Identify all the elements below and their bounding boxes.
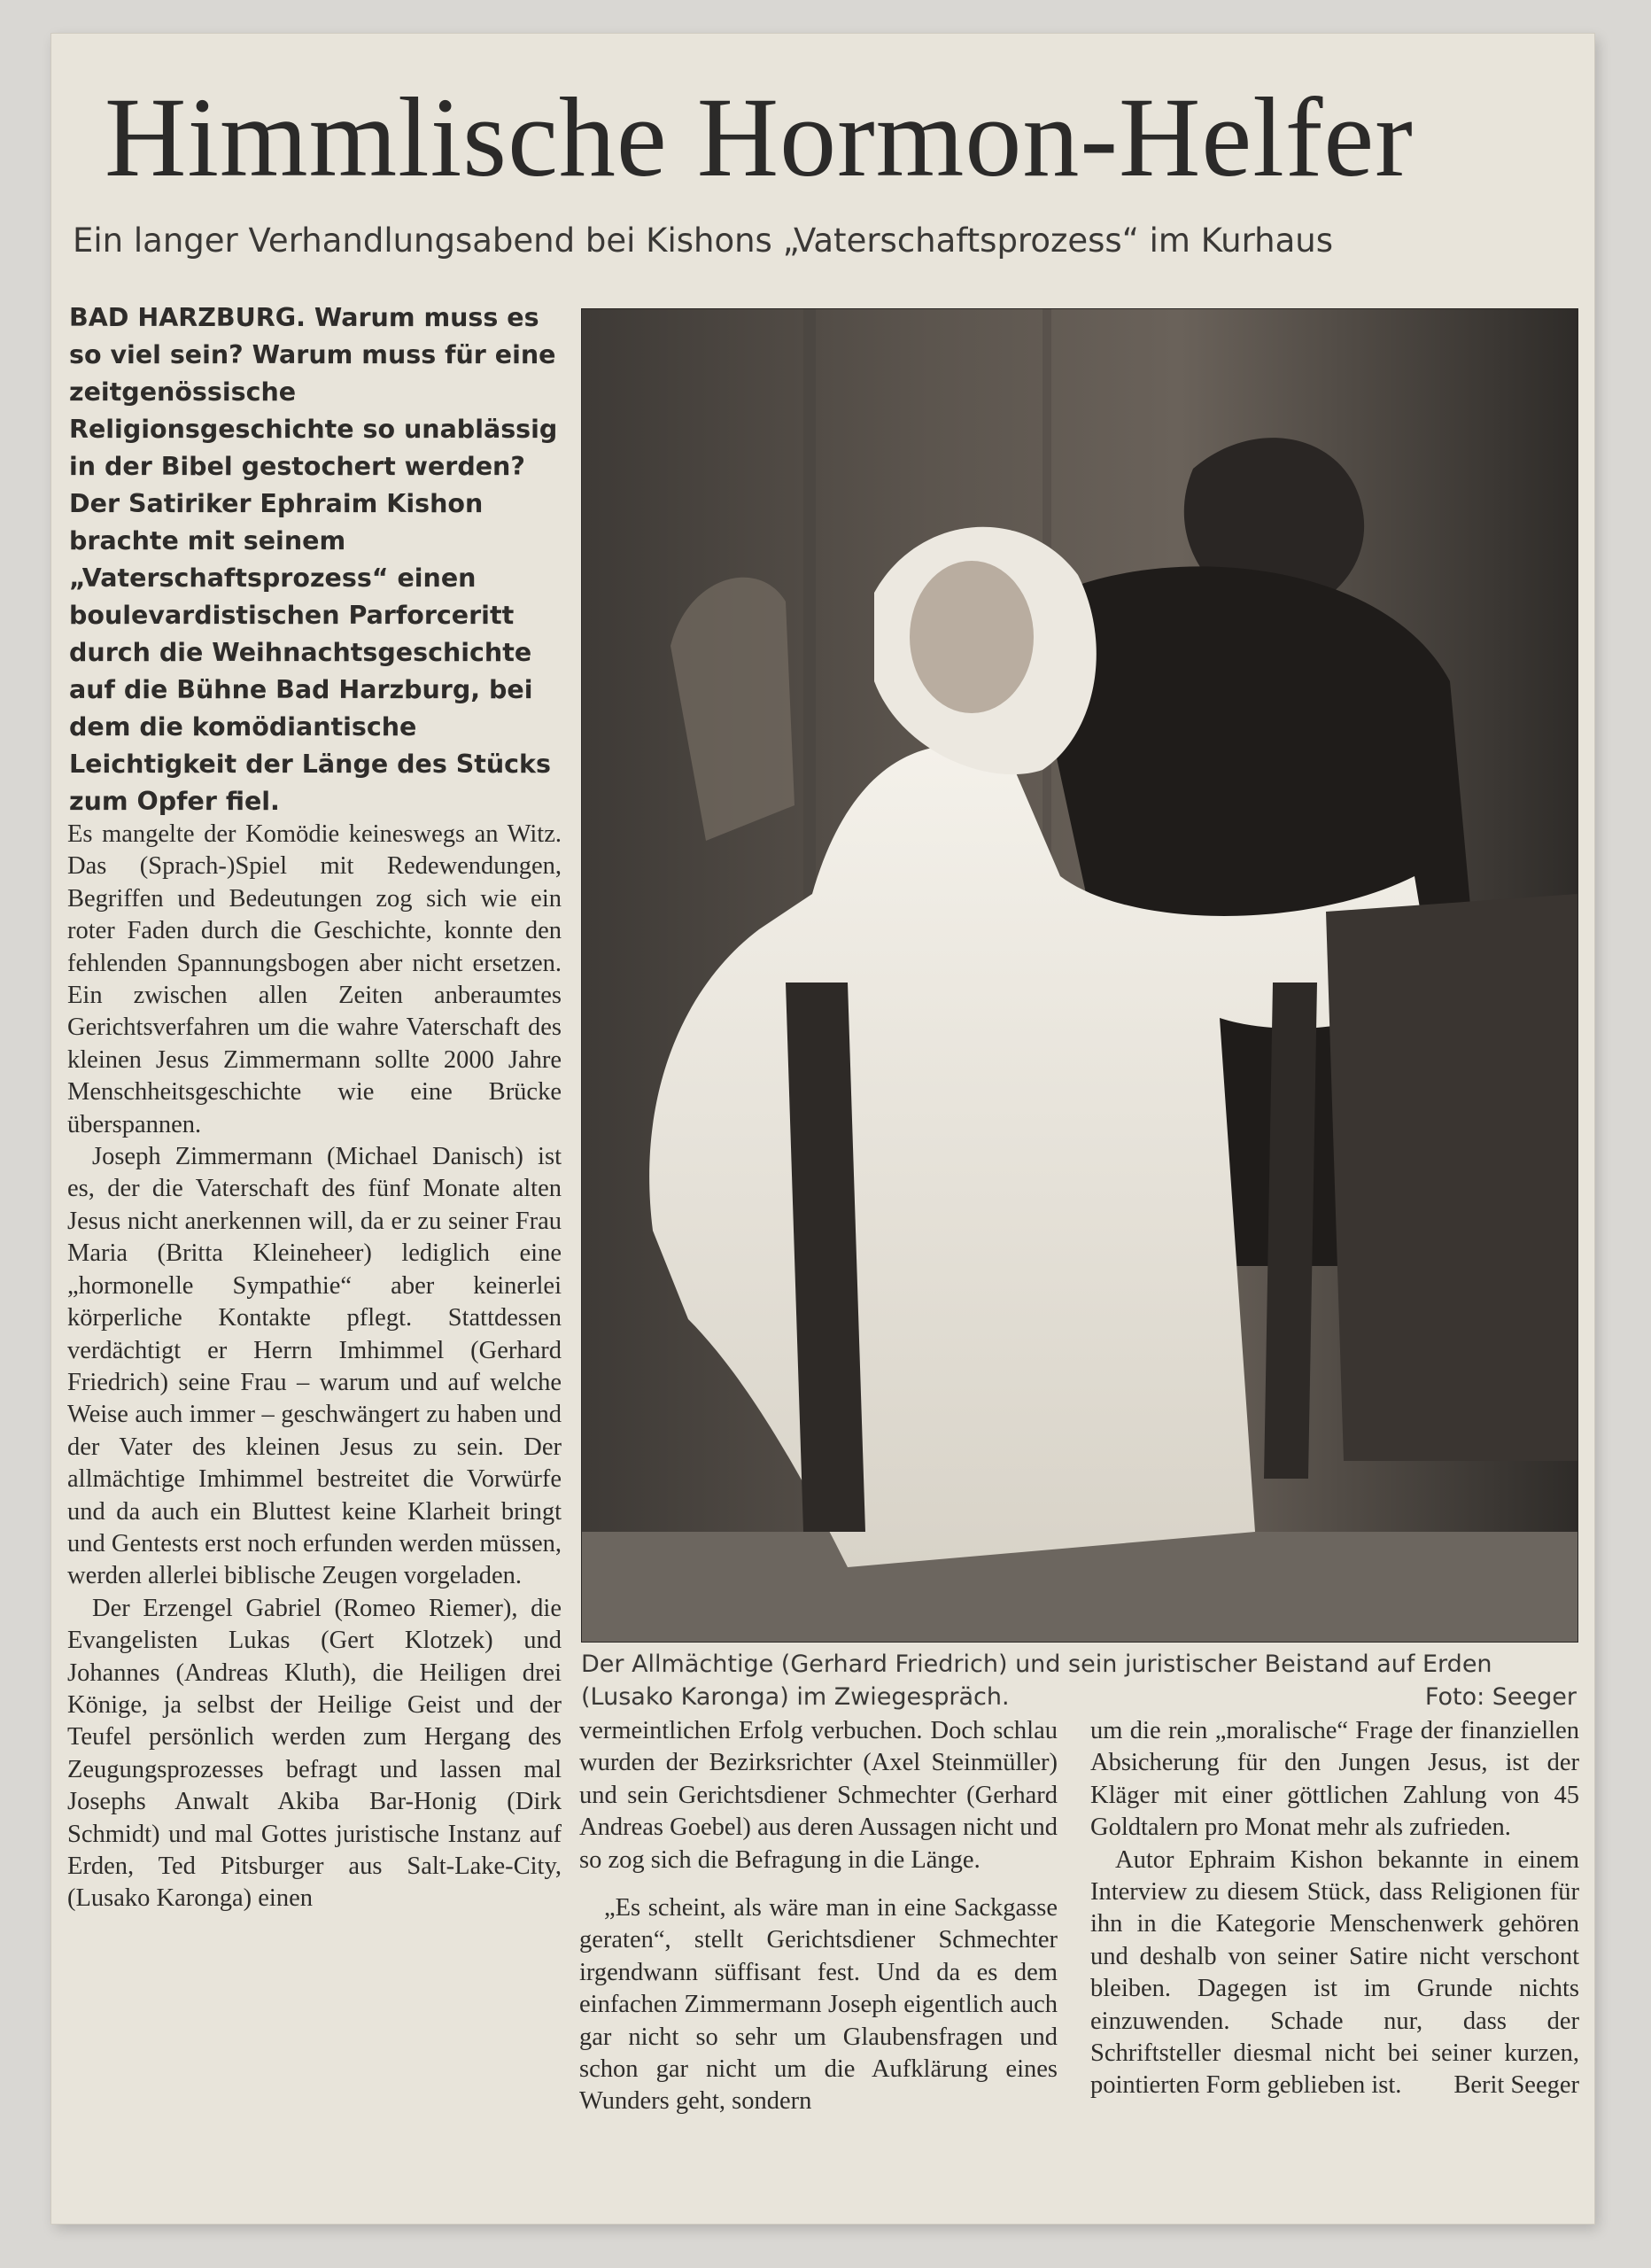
article-paragraph [1090,1845,1579,2102]
article-paragraph: vermeintlichen Erfolg verbuchen. Doch schlau wurden der Bezirksrichter (Axel Steinmüller) und sein Gerichtsdiener Schmechter (Gerhard Andreas Goebel) aus deren Aussagen nicht und so zog sich die Befragung in die Länge. [579,1717,1058,1874]
photo-caption-block [581,1648,1577,1713]
article-paragraph: Es mangelte der Komödie keineswegs an Witz. Das (Sprach-)Spiel mit Redewendungen, Begriffen und Bedeutungen zog sich wie ein roter Faden durch die Geschichte, konnte den fehlenden Spannungsbogen aber nicht ersetzen. Ein zwischen allen Zeiten anberaumtes Gerichtsverfahren um die wahre Vaterschaft des kleinen Jesus Zimmermann sollte 2000 Jahre Menschheitsgeschichte wie eine Brücke überspannen. [67,820,562,1138]
article-paragraph: „Es scheint, als wäre man in eine Sackgasse geraten“, stellt Gerichtsdiener Schmechter irgendwann süffisant fest. Und da es dem einfachen Zimmermann Joseph eigentlich auch gar nicht so sehr um Glaubensfragen und schon gar nicht um die Aufklärung eines Wunders geht, sondern [579,1894,1058,2116]
stage-photo [581,308,1578,1643]
article-column-2 [579,1715,1058,2118]
stage-photo-image [582,309,1577,1642]
photo-credit: Foto: Seeger [1424,1683,1577,1711]
newspaper-clipping [51,34,1594,2224]
photo-caption: Der Allmächtige (Gerhard Friedrich) und sein juristischer Beistand auf Erden (Lusako Karonga) im Zwiegespräch. [581,1651,1492,1711]
article-paragraph: Joseph Zimmermann (Michael Danisch) ist es, der die Vaterschaft des fünf Monate alten Jesus nicht anerkennen will, da er zu seiner Frau Maria (Britta Kleineheer) lediglich eine „hormonelle Sympathie“ aber keinerlei körperliche Kontakte pflegt. Stattdessen verdächtigt er Herrn Imhimmel (Gerhard Friedrich) seine Frau – warum und auf welche Weise auch immer – geschwängert zu haben und der Vater des kleinen Jesus zu sein. Der allmächtige Imhimmel bestreitet die Vorwürfe und da auch ein Bluttest keine Klarheit bringt und Gentests erst noch erfunden werden müssen, werden allerlei biblische Zeugen vorgeladen. [67,1143,562,1590]
article-subheadline: Ein langer Verhandlungsabend bei Kishons „Vaterschaftsprozess“ im Kurhaus [73,221,1334,260]
article-byline: Berit Seeger [1453,2071,1579,2100]
article-column-3 [1090,1715,1579,2102]
article-lead: BAD HARZBURG. Warum muss es so viel sein? Warum muss für eine zeitgenössische Religionsgeschichte so unablässig in der Bibel gestochert werden? Der Satiriker Ephraim Kishon brachte mit seinem „Vaterschaftsprozess“ einen boulevardistischen Parforceritt durch die Weihnachtsgeschichte auf die Bühne Bad Harzburg, bei dem die komödiantische Leichtigkeit der Länge des Stücks zum Opfer fiel. [69,303,558,816]
article-column-1 [67,819,562,1915]
article-paragraph: Der Erzengel Gabriel (Romeo Riemer), die Evangelisten Lukas (Gert Klotzek) und Johannes (Andreas Kluth), die Heiligen drei Könige, ja selbst der Heilige Geist und der Teufel persönlich werden zum Hergang des Zeugungsprozesses befragt und lassen mal Josephs Anwalt Akiba Bar-Honig (Dirk Schmidt) und mal Gottes juristische Instanz auf Erden, Ted Pitsburger aus Salt-Lake-City, (Lusako Karonga) einen [67,1594,562,1913]
article-paragraph-text: Autor Ephraim Kishon bekannte in einem Interview zu diesem Stück, dass Religionen für ihn in die Kategorie Menschenwerk gehören und deshalb von seiner Satire nicht verschont bleiben. Dagegen ist im Grunde nichts einzuwenden. Schade nur, dass der Schriftsteller diesmal nicht bei seiner kurzen, pointierten Form geblieben ist. [1090,1845,1579,2100]
article-headline: Himmlische Hormon-Helfer [105,74,1414,200]
article-paragraph: um die rein „moralische“ Frage der finanziellen Absicherung für den Jungen Jesus, ist der Kläger mit einer göttlichen Zahlung von 45 Goldtalern pro Monat mehr als zufrieden. [1090,1717,1579,1842]
